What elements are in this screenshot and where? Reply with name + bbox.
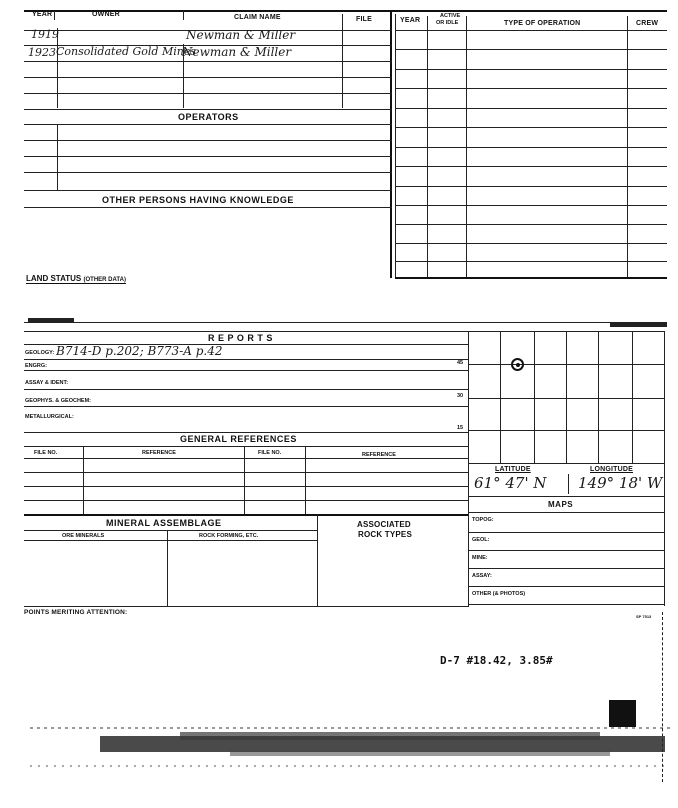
associated-line-2: ROCK TYPES (358, 530, 413, 539)
grid-v-3 (566, 331, 567, 463)
longitude-value: 149° 18' W (578, 474, 663, 492)
latitude-value: 61° 47' N (474, 474, 547, 492)
operators-left-border (57, 124, 58, 190)
year2-header: YEAR (400, 17, 421, 24)
right-row-7 (395, 147, 667, 148)
reports-heading: R E P O R T S (208, 333, 273, 343)
grid-v-4 (598, 331, 599, 463)
mineral-header-line (24, 530, 317, 531)
refs-row-2 (24, 472, 469, 473)
right-row-5 (395, 108, 667, 109)
right-row-11 (395, 224, 667, 225)
top-border (24, 10, 667, 12)
grid-30-label: 30 (457, 393, 464, 399)
general-refs-top (24, 432, 469, 433)
longitude-label: LONGITUDE (590, 466, 634, 473)
mineral-bottom (24, 606, 469, 607)
center-divider-2 (395, 14, 396, 278)
maps-bottom (469, 604, 665, 605)
geophys-row (24, 406, 469, 407)
maps-header-line (469, 512, 665, 513)
year-owner-tick (54, 10, 55, 20)
maps-heading: MAPS (548, 500, 574, 509)
file-header: FILE (356, 16, 372, 23)
engrg-label: ENGRG: (25, 363, 47, 369)
right-row-3 (395, 69, 667, 70)
right-edge-line (662, 612, 663, 782)
grid-v-6 (664, 331, 665, 606)
geology-label: GEOLOGY: (25, 350, 55, 356)
right-row-1 (395, 30, 667, 31)
left-row-3 (24, 61, 392, 62)
left-row-5 (24, 93, 392, 94)
right-row-12 (395, 243, 667, 244)
geol-label: GEOL: (472, 537, 490, 543)
operators-row-5 (24, 190, 392, 191)
grid-v-5 (632, 331, 633, 463)
other-persons-row (24, 207, 392, 208)
scan-noise-band (30, 722, 670, 770)
grid-v-1 (500, 331, 501, 463)
grid-15-label: 15 (457, 425, 464, 431)
mine-label: MINE: (472, 555, 488, 561)
general-refs-header-line (24, 446, 469, 447)
file-no-col-1: FILE NO. (34, 450, 58, 456)
mineral-col-divider (167, 530, 168, 606)
right-row-2 (395, 49, 667, 50)
right-row-9 (395, 186, 667, 187)
right-row-13 (395, 261, 667, 262)
points-meriting-attention-label: POINTS MERITING ATTENTION: (24, 609, 128, 616)
engrg-row (24, 370, 469, 371)
operators-row-3 (24, 156, 392, 157)
right-row-8 (395, 166, 667, 167)
latlong-divider (568, 474, 569, 494)
mineral-assemblage-heading: MINERAL ASSEMBLAGE (106, 518, 222, 528)
reports-right-border (468, 331, 469, 606)
reference-col-1: REFERENCE (142, 450, 176, 456)
ownership-year-1: 1919 (31, 28, 59, 41)
right-row-bottom (395, 277, 667, 279)
scan-noise-bar-2 (180, 732, 600, 740)
rock-forming-col: ROCK FORMING, ETC. (199, 533, 259, 539)
reports-header-top (24, 331, 469, 332)
year-header: YEAR (32, 11, 53, 18)
active-header-1: ACTIVE (440, 13, 461, 19)
mine-row (469, 568, 665, 569)
location-marker-icon (511, 358, 524, 371)
claim-name-header: CLAIM NAME (234, 14, 281, 21)
land-status-label (26, 274, 126, 284)
reference-col-2: REFERENCE (362, 452, 396, 458)
metallurgical-label: METALLURGICAL: (25, 414, 74, 420)
general-references-heading: GENERAL REFERENCES (180, 434, 297, 444)
grid-h-1 (469, 331, 665, 332)
operators-row-2 (24, 140, 392, 141)
assay-row (24, 389, 469, 390)
land-status-title: LAND STATUS (26, 274, 82, 283)
land-status-subtitle: (OTHER DATA) (83, 277, 126, 283)
operators-row-1 (24, 124, 392, 125)
geology-value: B714-D p.202; B773-A p.42 (56, 344, 223, 358)
refs-col-divider-3 (305, 446, 306, 514)
mineral-associated-divider (317, 514, 318, 606)
right-row-10 (395, 205, 667, 206)
grid-v-2 (534, 331, 535, 463)
geol-row (469, 550, 665, 551)
refs-row-4 (24, 500, 469, 501)
reports-top-line (24, 322, 667, 323)
ore-minerals-col: ORE MINERALS (62, 533, 105, 539)
latlong-bottom (469, 496, 665, 497)
grid-h-5 (469, 463, 665, 464)
topog-label: TOPOG: (472, 517, 494, 523)
left-row-4 (24, 77, 392, 78)
owner-claim-tick (183, 10, 184, 20)
other-photos-label: OTHER (& PHOTOS) (472, 591, 526, 597)
grid-h-3 (469, 398, 665, 399)
assay-label: ASSAY: (472, 573, 492, 579)
associated-line-1: ASSOCIATED (357, 520, 411, 529)
refs-row-3 (24, 486, 469, 487)
other-persons-heading: OTHER PERSONS HAVING KNOWLEDGE (102, 195, 294, 205)
left-row-6 (24, 109, 392, 110)
grid-h-2 (469, 364, 665, 365)
type-of-operation-header: TYPE OF OPERATION (504, 20, 581, 27)
refs-col-divider-2 (244, 446, 245, 514)
right-row-4 (395, 88, 667, 89)
crew-header: CREW (636, 20, 659, 27)
ownership-owner-2: Consolidated Gold Mines (56, 45, 196, 58)
operators-row-4 (24, 172, 392, 173)
geophys-label: GEOPHYS. & GEOCHEM: (25, 398, 92, 404)
ownership-year-2: 1923 (28, 46, 56, 59)
scan-noise-bar-3 (230, 750, 610, 756)
footer-code: D-7 #18.42, 3.85# (440, 654, 553, 667)
assay-map-row (469, 586, 665, 587)
topog-row (469, 532, 665, 533)
operators-heading: OPERATORS (178, 112, 239, 122)
mineral-top (24, 514, 469, 516)
geology-row (24, 359, 469, 360)
latitude-label: LATITUDE (495, 466, 531, 473)
owner-header: OWNER (92, 11, 120, 18)
form-number: SP 7513 (636, 614, 652, 619)
right-row-6 (395, 127, 667, 128)
grid-45-label: 45 (457, 360, 464, 366)
mineral-subheader-line (24, 540, 317, 541)
grid-h-4 (469, 430, 665, 431)
ownership-claim-1: Newman & Miller (186, 28, 296, 42)
ownership-claim-2: Newman & Miller (182, 45, 292, 59)
file-no-col-2: FILE NO. (258, 450, 282, 456)
assay-ident-label: ASSAY & IDENT: (25, 380, 69, 386)
center-divider (390, 12, 392, 278)
reports-top-band-right (610, 323, 667, 327)
active-header-2: OR IDLE (436, 20, 459, 26)
refs-row-1 (24, 458, 469, 459)
refs-col-divider-1 (83, 446, 84, 514)
